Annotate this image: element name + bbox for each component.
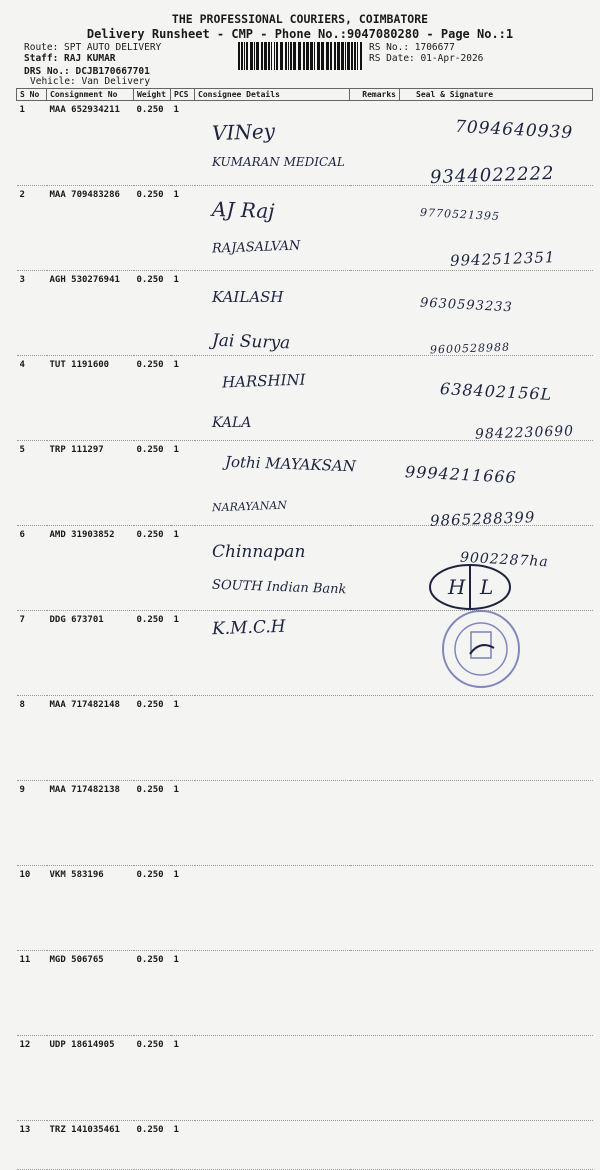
cell-sno: 11 (17, 951, 47, 1036)
handwritten-consignee: KUMARAN MEDICAL (212, 155, 345, 169)
barcode-bar (238, 42, 240, 70)
cell-consignee (195, 866, 350, 951)
cell-consignment: TUT 1191600 (47, 356, 134, 441)
cell-pcs: 1 (171, 696, 195, 781)
circular-stamp (440, 608, 522, 690)
cell-consignment: UDP 18614905 (47, 1036, 134, 1121)
cell-sno: 1 (17, 101, 47, 186)
cell-consignment: TRZ 141035461 (47, 1121, 134, 1170)
barcode-bar (274, 42, 275, 70)
cell-pcs: 1 (171, 611, 195, 696)
seal-letter-h: H (448, 575, 466, 599)
cell-consignment: AMD 31903852 (47, 526, 134, 611)
handwritten-signature-phone: 9942512351 (449, 248, 556, 270)
cell-weight: 0.250 (134, 186, 171, 271)
handwritten-signature-phone: 9842230690 (474, 423, 575, 443)
cell-consignment: MGD 506765 (47, 951, 134, 1036)
cell-weight: 0.250 (134, 1121, 171, 1170)
barcode-bar (293, 42, 296, 70)
barcode-bar (261, 42, 263, 70)
route-label: Route: SPT AUTO DELIVERY (24, 42, 162, 53)
barcode-bar (321, 42, 324, 70)
barcode-bar (357, 42, 358, 70)
barcode-bar (298, 42, 301, 70)
handwritten-signature-phone: 638402156L (439, 379, 553, 404)
barcode-bar (280, 42, 283, 70)
barcode-bar (337, 42, 340, 70)
cell-remarks (350, 866, 400, 951)
cell-sno: 6 (17, 526, 47, 611)
cell-consignment: MAA 652934211 (47, 101, 134, 186)
cell-pcs: 1 (171, 781, 195, 866)
cell-sno: 9 (17, 781, 47, 866)
cell-sno: 13 (17, 1121, 47, 1170)
barcode-bar (290, 42, 292, 70)
cell-remarks (350, 1121, 400, 1170)
col-header-weight: Weight (134, 89, 171, 101)
barcode-bar (360, 42, 362, 70)
cell-consignee (195, 781, 350, 866)
cell-consignment: TRP 111297 (47, 441, 134, 526)
handwritten-consignee: SOUTH Indian Bank (211, 577, 347, 598)
cell-sno: 8 (17, 696, 47, 781)
drs-number: DRS No.: DCJB170667701 (24, 66, 150, 77)
barcode-bar (288, 42, 289, 70)
cell-consignment: DDG 673701 (47, 611, 134, 696)
barcode-bar (330, 42, 332, 70)
col-header-remarks: Remarks (350, 89, 400, 101)
cell-weight: 0.250 (134, 951, 171, 1036)
cell-sno: 7 (17, 611, 47, 696)
barcode-bar (254, 42, 255, 70)
handwritten-consignee: NARAYANAN (211, 498, 288, 515)
col-header-consignment: Consignment No (47, 89, 134, 101)
barcode-bar (306, 42, 309, 70)
barcode-bar (314, 42, 315, 70)
hl-seal (426, 560, 518, 612)
handwritten-signature-phone: 9994211666 (404, 462, 518, 487)
cell-sno: 3 (17, 271, 47, 356)
handwritten-consignee: Chinnapan (212, 542, 306, 562)
barcode-bar (354, 42, 356, 70)
rs-date: RS Date: 01-Apr-2026 (369, 53, 484, 64)
cell-sno: 4 (17, 356, 47, 441)
handwritten-signature-phone: 7094640939 (454, 116, 574, 144)
barcode-bar (285, 42, 287, 70)
handwritten-signature-phone: 9770521395 (419, 205, 501, 224)
cell-signature (400, 951, 593, 1036)
barcode-bar (244, 42, 245, 70)
cell-remarks (350, 951, 400, 1036)
cell-weight: 0.250 (134, 1036, 171, 1121)
table-header-row (17, 89, 593, 101)
cell-pcs: 1 (171, 951, 195, 1036)
table-row (17, 781, 593, 866)
handwritten-consignee: KALA (212, 415, 252, 431)
cell-pcs: 1 (171, 101, 195, 186)
cell-remarks (350, 526, 400, 611)
cell-sno: 12 (17, 1036, 47, 1121)
barcode-bar (256, 42, 259, 70)
barcode-bar (271, 42, 272, 70)
barcode-bar (341, 42, 344, 70)
cell-signature (400, 866, 593, 951)
cell-remarks (350, 356, 400, 441)
runsheet-subtitle: Delivery Runsheet - CMP - Phone No.:9047080280 - Page No.:1 (86, 27, 514, 41)
table-row (17, 1036, 593, 1121)
cell-consignee (195, 696, 350, 781)
handwritten-signature-phone: 9630593233 (419, 295, 514, 316)
barcode-bar (250, 42, 253, 70)
cell-weight: 0.250 (134, 866, 171, 951)
cell-consignment: MAA 717482148 (47, 696, 134, 781)
cell-remarks (350, 271, 400, 356)
cell-signature (400, 696, 593, 781)
handwritten-consignee: K.M.C.H (211, 616, 286, 640)
cell-sno: 2 (17, 186, 47, 271)
cell-remarks (350, 1036, 400, 1121)
staff-label: Staff: RAJ KUMAR (24, 53, 116, 64)
barcode-bar (317, 42, 320, 70)
handwritten-signature-phone: 9865288399 (429, 508, 536, 530)
cell-consignee (195, 526, 350, 611)
handwritten-consignee: KAILASH (212, 288, 284, 306)
cell-pcs: 1 (171, 356, 195, 441)
cell-weight: 0.250 (134, 356, 171, 441)
cell-sno: 5 (17, 441, 47, 526)
col-header-signature: Seal & Signature (400, 89, 593, 101)
cell-signature (400, 1036, 593, 1121)
cell-remarks (350, 101, 400, 186)
barcode-bar (345, 42, 346, 70)
handwritten-consignee: VINey (211, 118, 276, 146)
table-row (17, 866, 593, 951)
cell-remarks (350, 696, 400, 781)
cell-remarks (350, 441, 400, 526)
cell-pcs: 1 (171, 526, 195, 611)
cell-weight: 0.250 (134, 271, 171, 356)
company-title: THE PROFESSIONAL COURIERS, COIMBATORE (171, 12, 429, 26)
cell-pcs: 1 (171, 1121, 195, 1170)
cell-weight: 0.250 (134, 781, 171, 866)
barcode-bar (241, 42, 243, 70)
handwritten-consignee: Jothi MAYAKSAN (224, 452, 357, 476)
handwritten-consignee: AJ Raj (211, 196, 275, 224)
handwritten-signature-phone: 9344022222 (429, 162, 555, 189)
barcode-bar (310, 42, 313, 70)
table-row (17, 696, 593, 781)
col-header-sno: S No (17, 89, 47, 101)
cell-consignee (195, 951, 350, 1036)
handwritten-consignee: HARSHINI (221, 370, 306, 392)
handwritten-signature-phone: 9600528988 (429, 340, 511, 357)
barcode-bar (264, 42, 267, 70)
table-row (17, 951, 593, 1036)
cell-remarks (350, 781, 400, 866)
barcode-bar (347, 42, 350, 70)
barcode-bar (303, 42, 305, 70)
cell-weight: 0.250 (134, 526, 171, 611)
cell-weight: 0.250 (134, 441, 171, 526)
cell-remarks (350, 611, 400, 696)
barcode-bar (326, 42, 329, 70)
cell-remarks (350, 186, 400, 271)
cell-sno: 10 (17, 866, 47, 951)
cell-consignment: MAA 709483286 (47, 186, 134, 271)
barcode-bar (246, 42, 248, 70)
cell-signature (400, 1121, 593, 1170)
handwritten-signature-phone: 9002287ha (459, 549, 550, 571)
cell-consignee (195, 1121, 350, 1170)
cell-pcs: 1 (171, 271, 195, 356)
table-row (17, 1121, 593, 1170)
handwritten-consignee: RAJASALVAN (211, 238, 301, 257)
barcode-bar (276, 42, 278, 70)
seal-letter-l: L (480, 575, 494, 599)
barcode-bar (334, 42, 336, 70)
cell-pcs: 1 (171, 441, 195, 526)
barcode-bar (268, 42, 270, 70)
cell-weight: 0.250 (134, 611, 171, 696)
cell-consignee (195, 1036, 350, 1121)
cell-weight: 0.250 (134, 696, 171, 781)
cell-signature (400, 781, 593, 866)
cell-pcs: 1 (171, 866, 195, 951)
barcode-bar (351, 42, 353, 70)
cell-pcs: 1 (171, 1036, 195, 1121)
col-header-pcs: PCS (171, 89, 195, 101)
barcode (238, 42, 364, 70)
cell-weight: 0.250 (134, 101, 171, 186)
vehicle-label: Vehicle: Van Delivery (30, 76, 151, 87)
cell-consignment: MAA 717482138 (47, 781, 134, 866)
col-header-consignee: Consignee Details (195, 89, 350, 101)
cell-pcs: 1 (171, 186, 195, 271)
rs-number: RS No.: 1706677 (369, 42, 455, 53)
cell-consignment: VKM 583196 (47, 866, 134, 951)
cell-consignment: AGH 530276941 (47, 271, 134, 356)
handwritten-consignee: Jai Surya (211, 330, 291, 354)
